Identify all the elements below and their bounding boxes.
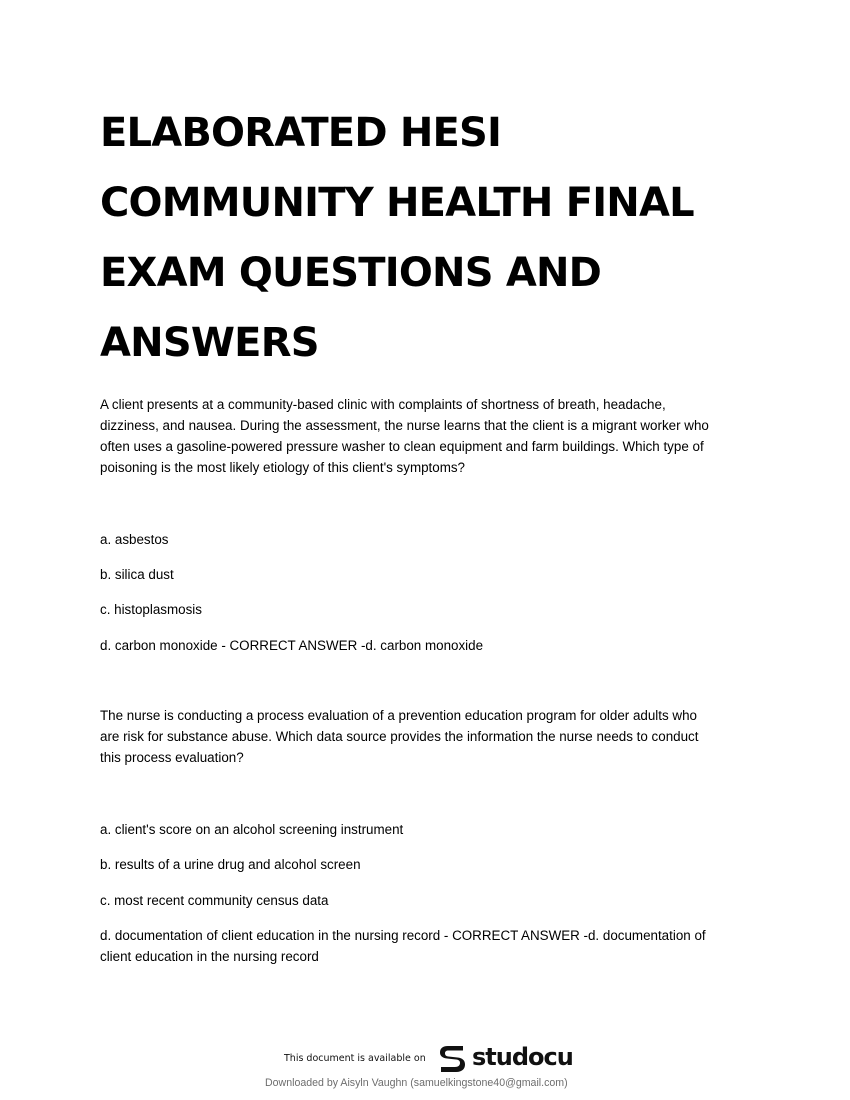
footer-downloaded-text: Downloaded by Aisyln Vaughn (samuelkingstone40@gmail.com) — [265, 1077, 568, 1089]
question-1-option-c: c. histoplasmosis — [100, 602, 202, 617]
title-line: EXAM QUESTIONS AND — [100, 250, 602, 296]
question-1-option-b: b. silica dust — [100, 567, 174, 582]
question-1-option-a: a. asbestos — [100, 532, 169, 547]
question-1-option-d: d. carbon monoxide - CORRECT ANSWER -d. carbon monoxide — [100, 638, 484, 653]
title-line: ELABORATED HESI — [100, 110, 502, 156]
option-line: d. documentation of client education in the nursing record - CORRECT ANSWER -d. documentation of — [100, 928, 706, 943]
stem-line: often uses a gasoline-powered pressure washer to clean equipment and farm buildings. Which type of — [100, 439, 704, 454]
title-line: ANSWERS — [100, 320, 319, 366]
question-2-option-d — [100, 925, 740, 967]
question-1-stem — [100, 394, 740, 478]
footer-available-text: This document is available on — [284, 1053, 426, 1064]
stem-line: dizziness, and nausea. During the assessment, the nurse learns that the client is a migrant worker who — [100, 418, 709, 433]
stem-line: are risk for substance abuse. Which data source provides the information the nurse needs to conduct — [100, 729, 699, 744]
question-2-stem — [100, 705, 740, 768]
question-2-option-c: c. most recent community census data — [100, 893, 329, 908]
title-line: COMMUNITY HEALTH FINAL — [100, 180, 694, 226]
question-2-option-b: b. results of a urine drug and alcohol screen — [100, 857, 361, 872]
option-line: client education in the nursing record — [100, 949, 319, 964]
question-2-option-a: a. client's score on an alcohol screening instrument — [100, 822, 404, 837]
stem-line: poisoning is the most likely etiology of this client's symptoms? — [100, 460, 466, 475]
stem-line: this process evaluation? — [100, 750, 244, 765]
stem-line: A client presents at a community-based clinic with complaints of shortness of breath, headache, — [100, 397, 666, 412]
document-title — [100, 98, 760, 378]
studocu-logo-icon[interactable] — [436, 1041, 468, 1077]
stem-line: The nurse is conducting a process evaluation of a prevention education program for older adults who — [100, 708, 697, 723]
studocu-brand-name[interactable]: studocu — [472, 1043, 573, 1071]
